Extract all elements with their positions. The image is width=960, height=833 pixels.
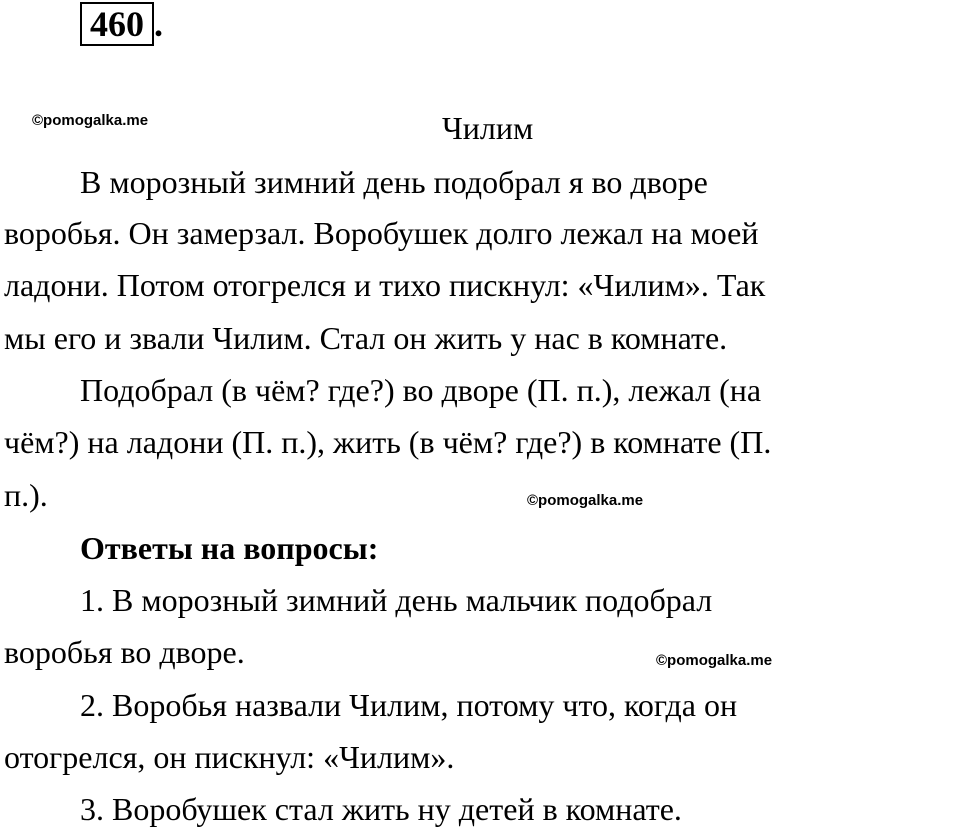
story-line: воробья. Он замерзал. Воробушек долго лежал на моей — [4, 215, 759, 251]
story-line: ладони. Потом отогрелся и тихо пискнул: «Чилим». Так — [4, 267, 766, 303]
story-line: В морозный зимний день подобрал я во дворе — [80, 164, 708, 200]
answers-heading: Ответы на вопросы: — [80, 530, 379, 566]
answer-line: 2. Воробья назвали Чилим, потому что, когда он — [80, 687, 738, 723]
answer-line: отогрелся, он пискнул: «Чилим». — [4, 739, 455, 775]
exercise-number — [80, 2, 163, 46]
watermark: ©pomogalka.me — [32, 112, 149, 129]
watermark: ©pomogalka.me — [656, 652, 773, 669]
analysis-line: чём?) на ладони (П. п.), жить (в чём? где?) в комнате (П. — [4, 424, 772, 460]
exercise-number-box: 460 — [80, 2, 154, 46]
answer-line: 3. Воробушек стал жить ну детей в комнате. — [80, 791, 682, 827]
answer-line: воробья во дворе. — [4, 634, 245, 670]
story-title: Чилим — [442, 110, 534, 146]
analysis-line: Подобрал (в чём? где?) во дворе (П. п.), лежал (на — [80, 372, 762, 408]
answer-line: 1. В морозный зимний день мальчик подобрал — [80, 582, 713, 618]
story-line: мы его и звали Чилим. Стал он жить у нас в комнате. — [4, 320, 728, 356]
analysis-line: п.). — [4, 477, 48, 513]
exercise-number-suffix: . — [154, 4, 163, 44]
watermark: ©pomogalka.me — [527, 492, 644, 509]
